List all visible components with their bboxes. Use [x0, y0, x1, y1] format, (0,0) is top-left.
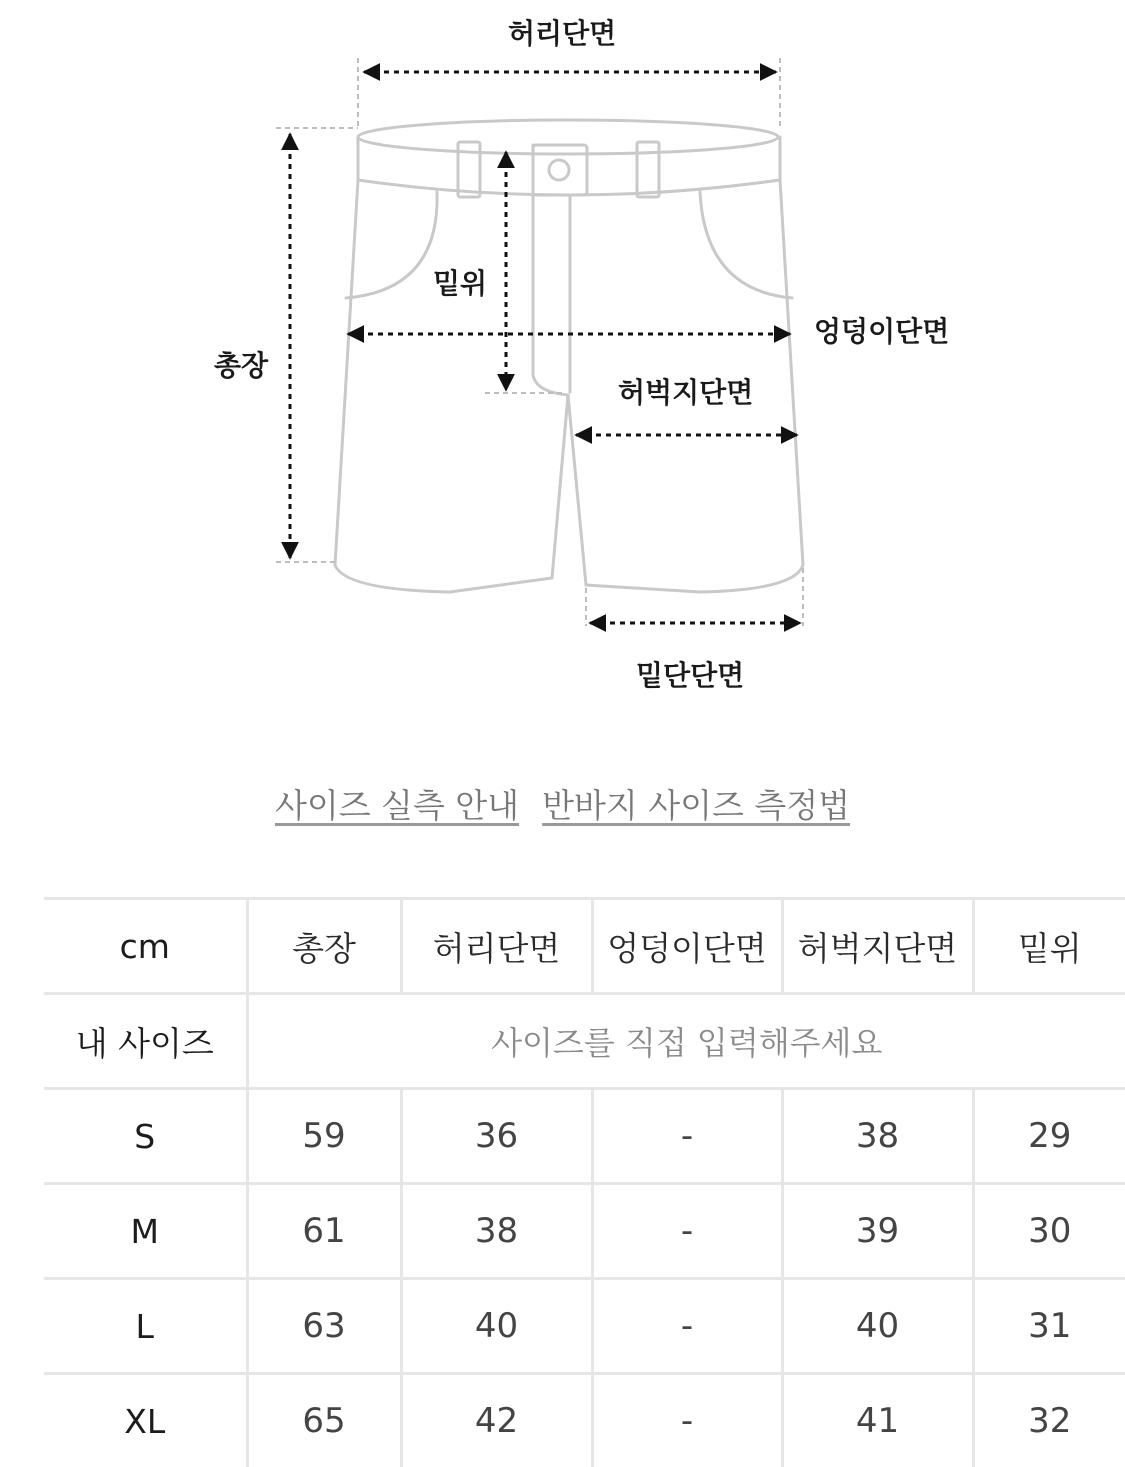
header-rise: 밑위	[973, 899, 1125, 994]
total-length-label: 총장	[214, 352, 268, 380]
total-length-value: 63	[247, 1279, 401, 1374]
rise-value: 30	[973, 1184, 1125, 1279]
thigh-value: 40	[782, 1279, 973, 1374]
size-label: M	[44, 1184, 247, 1279]
table-row	[44, 1089, 1125, 1184]
rise-value: 29	[973, 1089, 1125, 1184]
thigh-value: 41	[782, 1374, 973, 1467]
guide-links	[0, 780, 1125, 830]
measure-guide-link[interactable]: 반바지 사이즈 측정법	[542, 780, 850, 827]
my-size-row	[44, 994, 1125, 1089]
rise-value: 32	[973, 1374, 1125, 1467]
rise-value: 31	[973, 1279, 1125, 1374]
size-label: L	[44, 1279, 247, 1374]
header-hip: 엉덩이단면	[592, 899, 782, 994]
thigh-value: 39	[782, 1184, 973, 1279]
total-length-value: 59	[247, 1089, 401, 1184]
hem-label: 밑단단면	[636, 662, 744, 690]
header-waist: 허리단면	[401, 899, 592, 994]
waist-label: 허리단면	[508, 20, 616, 48]
size-table	[44, 897, 1125, 1467]
header-total-length: 총장	[247, 899, 401, 994]
waist-value: 36	[401, 1089, 592, 1184]
hip-value: -	[592, 1089, 782, 1184]
table-header-row	[44, 899, 1125, 994]
table-row	[44, 1279, 1125, 1374]
total-length-value: 65	[247, 1374, 401, 1467]
waist-value: 42	[401, 1374, 592, 1467]
header-thigh: 허벅지단면	[782, 899, 973, 994]
my-size-label: 내 사이즈	[44, 994, 247, 1089]
size-guide-link[interactable]: 사이즈 실측 안내	[275, 780, 519, 827]
hip-value: -	[592, 1279, 782, 1374]
hip-value: -	[592, 1374, 782, 1467]
table-row	[44, 1184, 1125, 1279]
thigh-value: 38	[782, 1089, 973, 1184]
shorts-measurement-diagram	[0, 0, 1125, 720]
size-label: XL	[44, 1374, 247, 1467]
hip-value: -	[592, 1184, 782, 1279]
waist-value: 40	[401, 1279, 592, 1374]
total-length-value: 61	[247, 1184, 401, 1279]
rise-label: 밑위	[433, 270, 487, 298]
size-label: S	[44, 1089, 247, 1184]
table-row	[44, 1374, 1125, 1467]
my-size-input-prompt[interactable]: 사이즈를 직접 입력해주세요	[247, 994, 1125, 1089]
shorts-outline-illustration	[0, 0, 1125, 720]
header-unit: cm	[44, 899, 247, 994]
hip-label: 엉덩이단면	[814, 318, 949, 346]
waist-value: 38	[401, 1184, 592, 1279]
thigh-label: 허벅지단면	[618, 379, 753, 407]
